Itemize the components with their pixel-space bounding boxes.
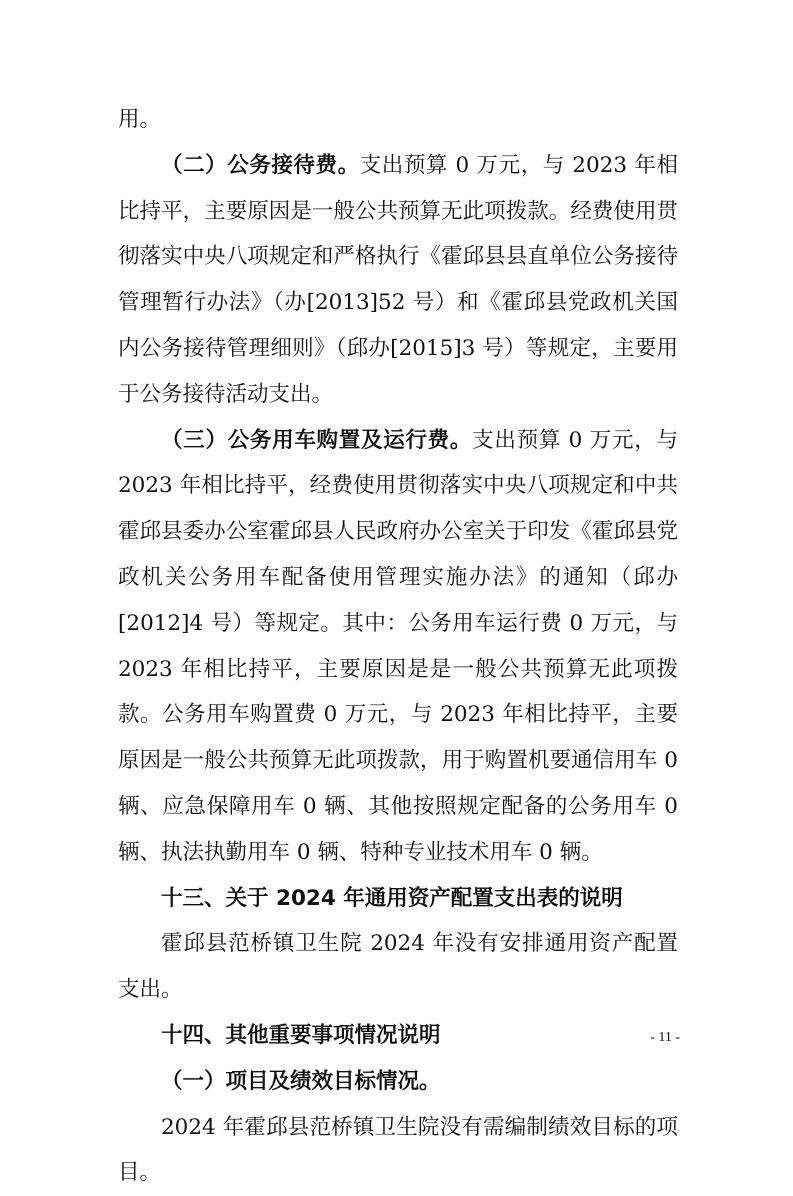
paragraph-reception-expense-text: 支出预算 0 万元，与 2023 年相比持平，主要原因是一般公共预算无此项拨款。经费使用贯彻落实中央八项规定和严格执行《霍邱县县直单位公务接待管理暂行办法》（办[2013]52 号）和《霍邱县党政机关国内公务接待管理细则》（邱办[2015]3 号）等规定，主要用于公务接待活动支出。: [118, 152, 678, 407]
heading-section-14: 十四、其他重要事项情况说明: [161, 1022, 441, 1048]
paragraph-vehicle-expense: [118, 418, 678, 876]
heading-performance-goals: （一）项目及绩效目标情况。: [161, 1068, 441, 1094]
paragraph-asset-allocation: 霍邱县范桥镇卫生院 2024 年没有安排通用资产配置支出。: [118, 931, 678, 1003]
section-title-reception-expense: （二）公务接待费。: [161, 152, 360, 178]
paragraph-reception-expense: [118, 143, 678, 418]
paragraph-vehicle-expense-text: 支出预算 0 万元，与 2023 年相比持平，经费使用贯彻落实中央八项规定和中共霍邱县委办公室霍邱县人民政府办公室关于印发《霍邱县党政机关公务用车配备使用管理实施办法》的通知（邱办[2012]4 号）等规定。其中：公务用车运行费 0 万元，与 2023 年相比持平，主要原因是是一般公共预算无此项拨款。公务用车购置费 0 万元，与 2023 年相比持平，主要原因是一般公共预算无此项拨款，用于购置机要通信用车 0 辆、应急保障用车 0 辆、其他按照规定配备的公务用车 0 辆、执法执勤用车 0 辆、特种专业技术用车 0 辆。: [118, 427, 678, 865]
paragraph-continuation: 用。: [118, 107, 162, 132]
heading-section-13: 十三、关于 2024 年通用资产配置支出表的说明: [161, 885, 623, 911]
page-number: - 11 -: [650, 1030, 680, 1045]
paragraph-performance-goals: 2024 年霍邱县范桥镇卫生院没有需编制绩效目标的项目。: [118, 1114, 678, 1186]
section-title-vehicle-expense: （三）公务用车购置及运行费。: [161, 427, 473, 453]
document-body: [118, 97, 678, 1196]
